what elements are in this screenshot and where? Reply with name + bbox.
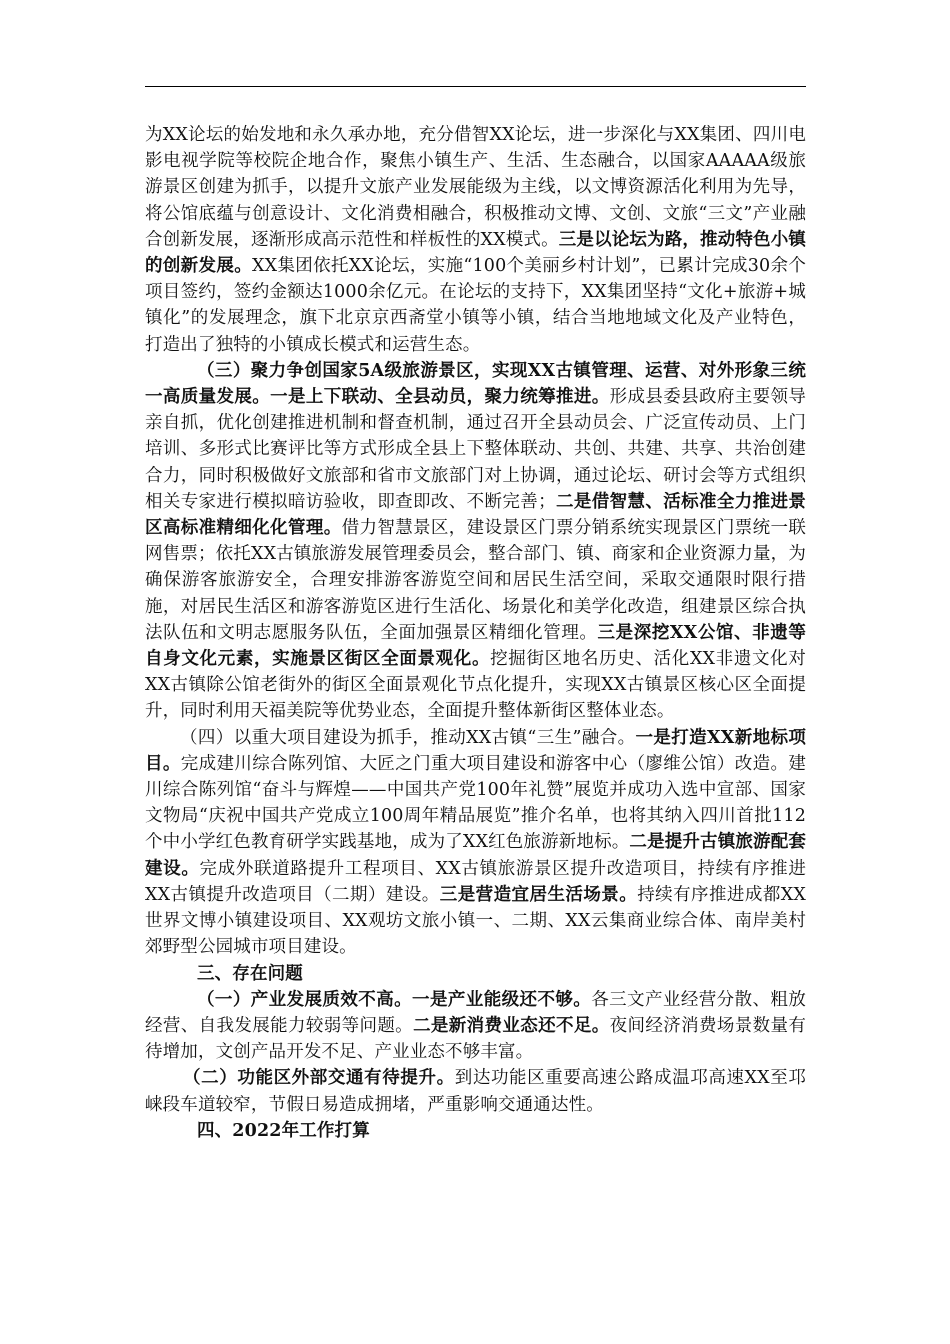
paragraph-bold-lead: 一是打造XX新地标项目。 xyxy=(145,727,807,774)
paragraph-bold-lead: 二是提升古镇旅游配套建设。 xyxy=(145,832,806,879)
paragraph-text: （四）以重大项目建设为抓手，推动XX古镇“三生”融合。 xyxy=(180,727,636,748)
paragraph-bold-lead: 三是营造宜居生活场景。 xyxy=(439,884,638,905)
header-rule xyxy=(145,86,806,87)
paragraph-bold-lead: 二是借智慧、活标准全力推进景区高标准精细化化管理。 xyxy=(145,491,806,539)
paragraph-major-projects xyxy=(145,725,806,961)
paragraph-text: 挖掘街区地名历史、活化XX非遗文化对XX古镇除公馆老街外的街区全面景观化节点化提升，实现XX古镇景区核心区全面提升，同时利用天福美院等优势业态，全面提升整体新街区整体业态。 xyxy=(145,649,806,722)
paragraph-text: 完成建川综合陈列馆、大匠之门重大项目建设和游客中心（廖维公馆）改造。建川综合陈列馆“奋斗与辉煌——中国共产党100年礼赞”展览并成功入选中宣部、国家文物局“庆祝中国共产党成立100周年精品展览”推介名单，也将其纳入四川首批112个中小学红色教育研学实践基地，成为了XX红色旅游新地标。 xyxy=(145,753,806,853)
section-heading-2022-plan: 四、2022年工作打算 xyxy=(197,1120,370,1141)
paragraph-bold-lead: （三）聚力争创国家5A级旅游景区，实现XX古镇管理、运营、对外形象三统一高质量发展。一是上下联动、全县动员，聚力统筹推进。 xyxy=(145,360,806,408)
section-heading-problems: 三、存在问题 xyxy=(197,963,303,984)
paragraph-text: 持续有序推进成都XX世界文博小镇建设项目、XX观坊文旅小镇一、二期、XX云集商业综合体、南岸美村郊野型公园城市项目建设。 xyxy=(145,884,806,958)
paragraph-text: 夜间经济消费场景数量有待增加，文创产品开发不足、产业业态不够丰富。 xyxy=(145,1015,806,1063)
paragraph-5a-scenic-area xyxy=(145,358,806,725)
paragraph-text: 各三文产业经营分散、粗放经营、自我发展能力较弱等问题。 xyxy=(145,989,806,1036)
paragraph-bold-lead: 二是新消费业态还不足。 xyxy=(413,1015,610,1036)
paragraph-bold-lead: 三是以论坛为路，推动特色小镇的创新发展。 xyxy=(145,229,807,277)
document-body xyxy=(145,122,806,1144)
paragraph-text: 借力智慧景区，建设景区门票分销系统实现景区门票统一联网售票；依托XX古镇旅游发展管理委员会，整合部门、镇、商家和企业资源力量，为确保游客旅游安全，合理安排游客游览空间和居民生活空间，采取交通限时限行措施，对居民生活区和游客游览区进行生活化、场景化和美学化改造，组建景区综合执法队伍和文明志愿服务队伍，全面加强景区精细化管理。 xyxy=(145,518,806,643)
paragraph-bold-lead: 三是深挖XX公馆、非遗等自身文化元素，实施景区街区全面景观化。 xyxy=(145,622,806,670)
paragraph-bold-lead: （二）功能区外部交通有待提升。 xyxy=(183,1068,455,1089)
paragraph-text: XX集团依托XX论坛，实施“100个美丽乡村计划”，已累计完成30余个项目签约，签约金额达1000余亿元。在论坛的支持下，XX集团坚持“文化+旅游+城镇化”的发展理念，旗下北京京西斋堂小镇等小镇，结合当地地域文化及产业特色，打造出了独特的小镇成长模式和运营生态。 xyxy=(145,256,806,355)
paragraph-industry-quality xyxy=(145,987,806,1066)
paragraph-text: 完成外联道路提升工程项目、XX古镇旅游景区提升改造项目，持续有序推进XX古镇提升改造项目（二期）建设。 xyxy=(145,858,807,905)
paragraph-text: 到达功能区重要高速公路成温邛高速XX至邛崃段车道较窄，节假日易造成拥堵，严重影响交通通达性。 xyxy=(145,1068,806,1115)
paragraph-forum-cooperation xyxy=(145,122,806,358)
paragraph-bold-lead: （一）产业发展质效不高。一是产业能级还不够。 xyxy=(197,989,592,1010)
paragraph-text: 为XX论坛的始发地和永久承办地，充分借智XX论坛，进一步深化与XX集团、四川电影电视学院等校院企地合作，聚焦小镇生产、生活、生态融合，以国家AAAAA级旅游景区创建为抓手，以提升文旅产业发展能级为主线，以文博资源活化利用为先导，将公馆底蕴与创意设计、文化消费相融合，积极推动文博、文创、文旅“三文”产业融合创新发展，逐渐形成高示范性和样板性的XX模式。 xyxy=(145,125,806,250)
paragraph-external-traffic xyxy=(145,1065,806,1117)
paragraph-text: 形成县委县政府主要领导亲自抓，优化创建推进机制和督查机制，通过召开全县动员会、广泛宣传动员、上门培训、多形式比赛评比等方式形成全县上下整体联动、共创、共建、共享、共治创建合力，同时积极做好文旅部和省市文旅部门对上协调，通过论坛、研讨会等方式组织相关专家进行模拟暗访验收，即查即改、不断完善； xyxy=(145,387,806,512)
